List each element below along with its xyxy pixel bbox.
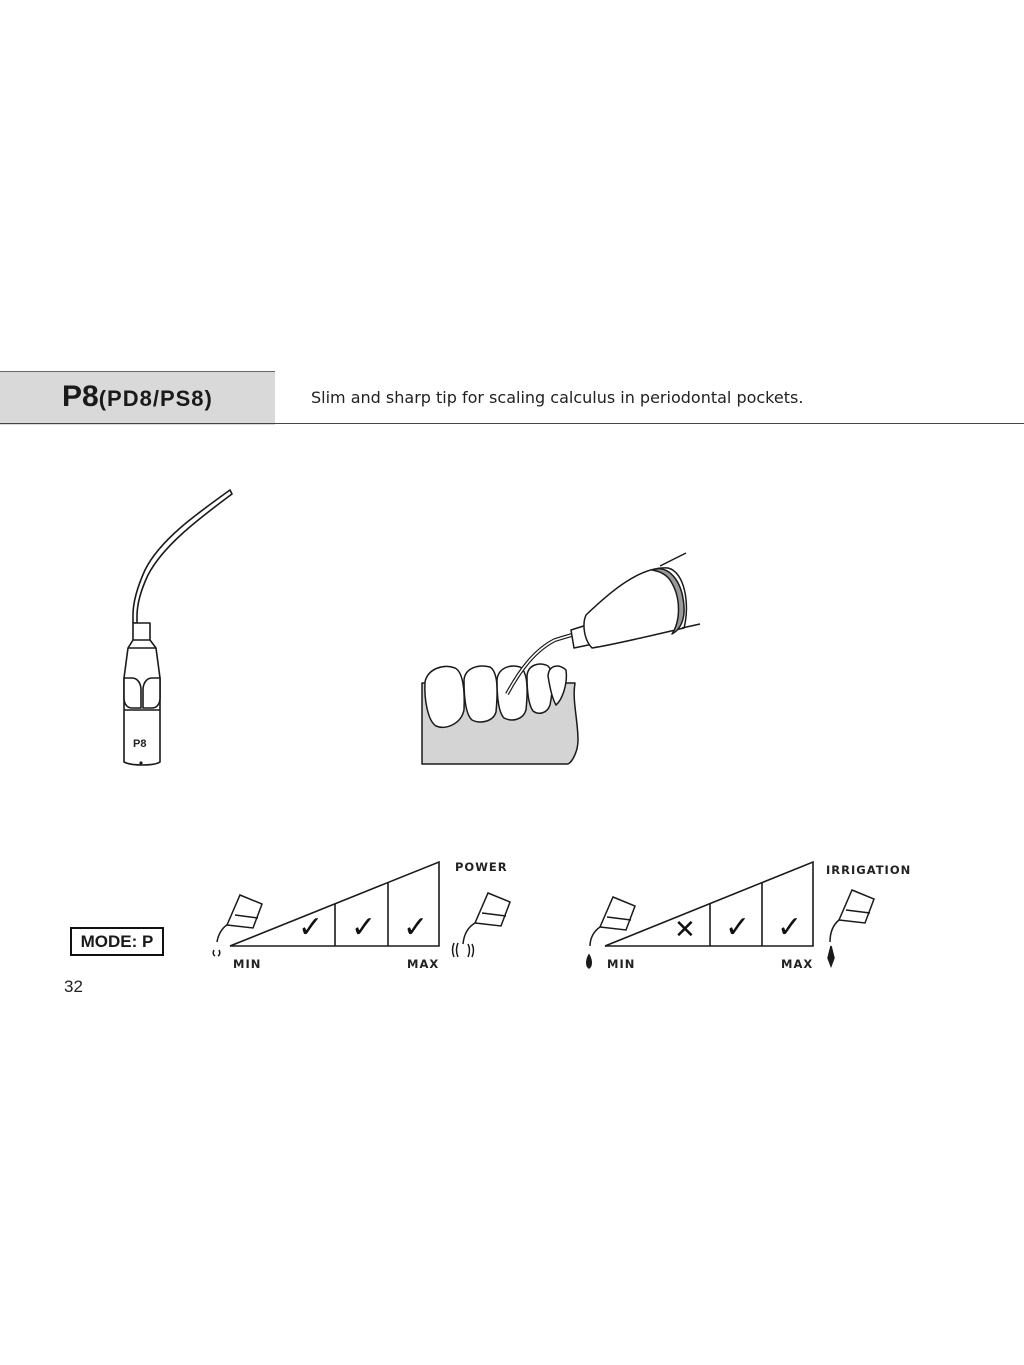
power-check-1: ✓ — [298, 910, 324, 945]
power-check-3: ✓ — [403, 910, 429, 945]
handpiece-on-teeth-icon — [422, 553, 700, 764]
irrigation-check-2: ✓ — [725, 910, 751, 945]
irrigation-max-label: MAX — [781, 957, 814, 971]
irrigation-cross-1: ✕ — [674, 915, 696, 945]
irrigation-title: IRRIGATION — [826, 863, 912, 877]
power-max-label: MAX — [407, 957, 440, 971]
ultrasonic-tip-icon — [124, 490, 232, 765]
irrigation-min-label: MIN — [607, 957, 636, 971]
tip-description: Slim and sharp tip for scaling calculus in periodontal pockets. — [311, 388, 804, 407]
tip-low-power-icon — [213, 895, 262, 956]
tip-engraving: P8 — [133, 738, 147, 750]
alt-model-names: (PD8/PS8) — [98, 386, 213, 411]
model-name: P8 — [62, 380, 99, 413]
page-number: 32 — [64, 977, 83, 996]
irrigation-check-3: ✓ — [777, 910, 803, 945]
power-check-2: ✓ — [351, 910, 377, 945]
tip-vibration-icon — [453, 893, 511, 957]
power-title: POWER — [455, 860, 508, 874]
power-min-label: MIN — [233, 957, 262, 971]
tip-water-flow-icon — [828, 890, 874, 966]
mode-badge: MODE: P — [70, 927, 164, 956]
